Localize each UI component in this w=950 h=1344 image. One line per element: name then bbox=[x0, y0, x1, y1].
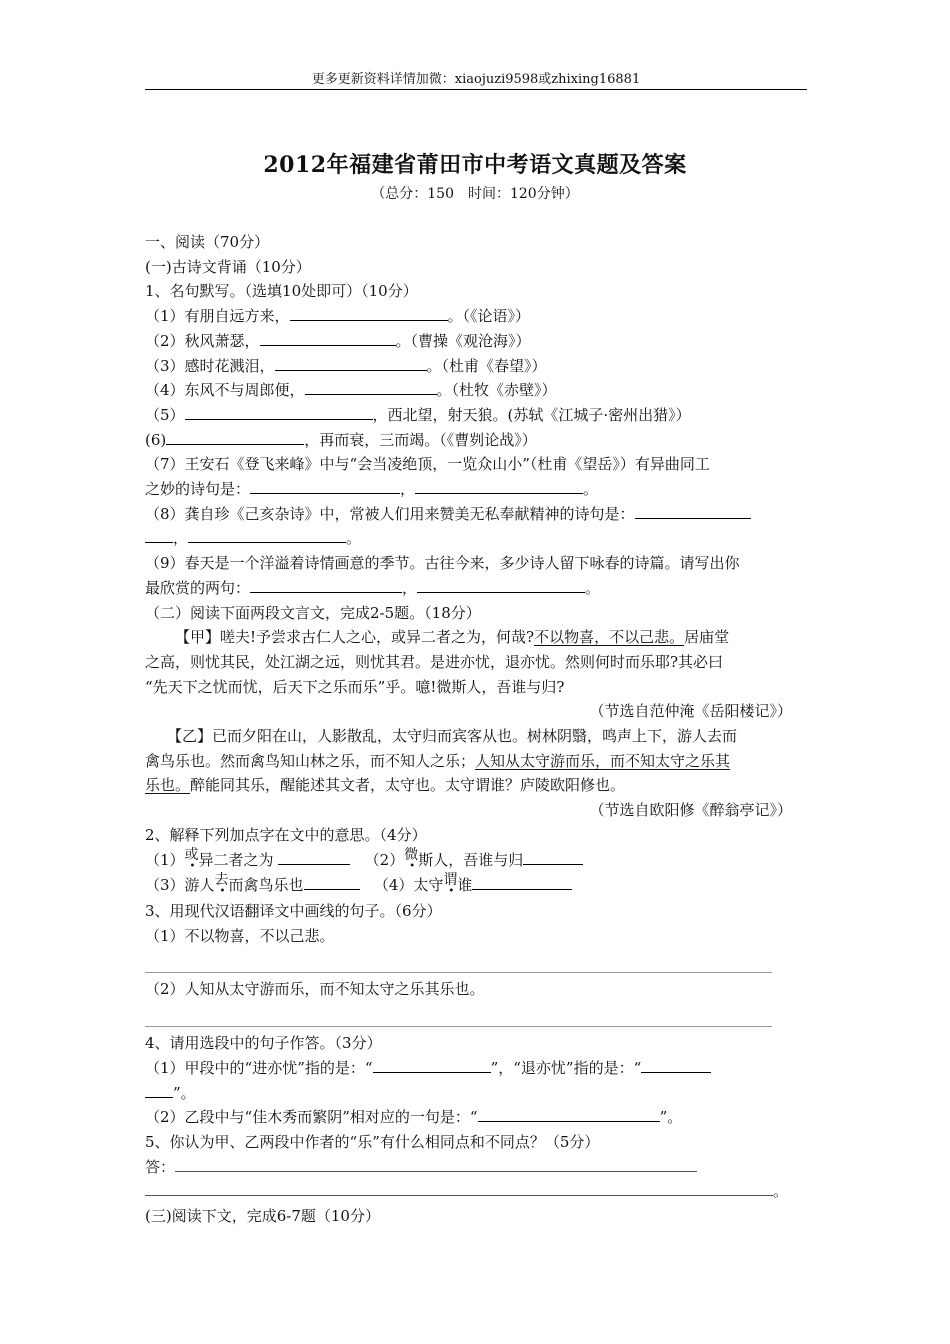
answer-blank[interactable] bbox=[417, 576, 585, 593]
underlined-sentence: 不以物喜，不以己悲。 bbox=[534, 628, 685, 647]
section-heading: （二）阅读下面两段文言文，完成2-5题。（18分） bbox=[145, 603, 481, 622]
answer-blank[interactable] bbox=[373, 1056, 491, 1073]
underlined-sentence: 人知从太守游而乐，而不知太守之乐其 bbox=[475, 751, 731, 770]
q1-item-1: （1）有朋自远方来， 。（《论语》） bbox=[145, 304, 807, 329]
q5-answer-row-2: 。 bbox=[145, 1179, 807, 1204]
q4-item-1: （1）甲段中的“进亦忧”指的是：“ ”，“退亦忧”指的是：“ bbox=[145, 1056, 807, 1081]
q1-item-8-cont: ， 。 bbox=[145, 526, 807, 551]
answer-blank[interactable] bbox=[635, 502, 751, 519]
subsection-heading: (一)古诗文背诵（10分） bbox=[145, 257, 311, 276]
dotted-char: 或 bbox=[184, 846, 199, 863]
passage-a-line-3: “先天下之忧而忧，后天下之乐而乐”乎。噫!微斯人，吾谁与归? bbox=[145, 677, 565, 696]
answer-blank[interactable] bbox=[185, 403, 373, 420]
question-2-stem: 2、解释下列加点字在文中的意思。（4分） bbox=[145, 825, 427, 844]
dotted-char: 去 bbox=[214, 872, 229, 889]
question-1-stem: 1、名句默写。（选填10处即可）（10分） bbox=[145, 282, 418, 301]
q1-item-2: （2）秋风萧瑟， 。（曹操《观沧海》） bbox=[145, 329, 807, 354]
q1-item-5: （5） ，西北望，射天狼。(苏轼《江城子·密州出猎》） bbox=[145, 403, 807, 428]
q4-item-1-cont: ”。 bbox=[145, 1081, 807, 1106]
answer-blank[interactable] bbox=[145, 526, 173, 543]
q1-item-7-cont: 之妙的诗句是： ， 。 bbox=[145, 477, 807, 502]
q3-sentence-1: （1）不以物喜，不以己悲。 bbox=[145, 926, 335, 945]
answer-blank[interactable] bbox=[166, 428, 304, 445]
passage-b-source: （节选自欧阳修《醉翁亭记》） bbox=[589, 801, 792, 820]
q1-item-4: （4）东风不与周郎便， 。（杜牧《赤壁》） bbox=[145, 378, 807, 403]
underlined-sentence: 乐也。 bbox=[145, 776, 191, 795]
passage-b-line-3: 乐也。醉能同其乐，醒能述其文者，太守也。太守谓谁？庐陵欧阳修也。 bbox=[145, 776, 626, 795]
answer-blank[interactable] bbox=[523, 848, 583, 865]
q2-row-1: （1）或异二者之为 （2）微斯人，吾谁与归 bbox=[145, 848, 807, 874]
passage-b-line-2: 禽鸟乐也。然而禽鸟知山林之乐，而不知人之乐；人知从太守游而乐，而不知太守之乐其 bbox=[145, 751, 731, 770]
header-rule bbox=[145, 89, 807, 90]
answer-blank[interactable] bbox=[278, 848, 350, 865]
page-title: 2012年福建省莆田市中考语文真题及答案 bbox=[263, 152, 687, 178]
answer-blank[interactable] bbox=[641, 1056, 711, 1073]
q4-item-2: （2）乙段中与“佳木秀而繁阴”相对应的一句是：“ ”。 bbox=[145, 1105, 807, 1130]
q1-item-6: (6) ，再而衰，三而竭。（《曹刿论战》） bbox=[145, 428, 807, 453]
answer-blank[interactable] bbox=[478, 1105, 660, 1122]
passage-b-line-1: 【乙】已而夕阳在山，人影散乱，太守归而宾客从也。树林阴翳，鸣声上下，游人去而 bbox=[167, 727, 738, 746]
answer-blank[interactable] bbox=[250, 477, 400, 494]
question-4-stem: 4、请用选段中的句子作答。（3分） bbox=[145, 1034, 382, 1053]
answer-blank[interactable] bbox=[175, 1155, 697, 1172]
answer-blank[interactable] bbox=[275, 354, 427, 371]
q1-item-9: （9）春天是一个洋溢着诗情画意的季节。古往今来，多少诗人留下咏春的诗篇。请写出你 bbox=[145, 554, 740, 573]
answer-blank[interactable] bbox=[145, 1179, 773, 1196]
passage-a-line-2: 之高，则忧其民，处江湖之远，则忧其君。是进亦忧，退亦忧。然则何时而乐耶?其必曰 bbox=[145, 652, 724, 671]
exam-info: （总分：150 时间：120分钟） bbox=[371, 186, 579, 202]
answer-blank[interactable] bbox=[304, 873, 360, 890]
passage-a-source: （节选自范仲淹《岳阳楼记》） bbox=[589, 702, 792, 721]
q1-item-3: （3）感时花溅泪， 。（杜甫《春望》） bbox=[145, 354, 807, 379]
answer-blank[interactable] bbox=[305, 378, 437, 395]
answer-blank[interactable] bbox=[290, 304, 448, 321]
q5-answer-row-1: 答： bbox=[145, 1155, 807, 1180]
document-body bbox=[145, 230, 807, 1229]
q1-item-7: （7）王安石《登飞来峰》中与“会当凌绝顶，一览众山小”（杜甫《望岳》）有异曲同工 bbox=[145, 455, 710, 474]
page-header: 更多更新资料详情加微：xiaojuzi9598或zhixing16881 bbox=[311, 72, 641, 87]
answer-blank[interactable] bbox=[250, 576, 402, 593]
q1-item-8: （8）龚自珍《己亥杂诗》中，常被人们用来赞美无私奉献精神的诗句是： bbox=[145, 502, 807, 527]
dotted-char: 微 bbox=[404, 846, 419, 863]
question-3-stem: 3、用现代汉语翻译文中画线的句子。（6分） bbox=[145, 901, 442, 920]
answer-blank[interactable] bbox=[188, 526, 346, 543]
answer-blank[interactable] bbox=[472, 873, 572, 890]
q1-item-9-cont: 最欣赏的两句： ， 。 bbox=[145, 576, 807, 601]
answer-line[interactable] bbox=[145, 948, 772, 973]
passage-a-line-1: 【甲】嗟夫!予尝求古仁人之心，或异二者之为，何哉?不以物喜，不以己悲。居庙堂 bbox=[175, 628, 730, 647]
answer-blank[interactable] bbox=[260, 329, 396, 346]
answer-blank[interactable] bbox=[145, 1081, 173, 1098]
section-heading: 一、阅读（70分） bbox=[145, 233, 270, 251]
answer-line[interactable] bbox=[145, 1002, 772, 1027]
answer-blank[interactable] bbox=[415, 477, 583, 494]
question-5-stem: 5、你认为甲、乙两段中作者的“乐”有什么相同点和不同点？（5分） bbox=[145, 1132, 600, 1151]
dotted-char: 谓 bbox=[443, 872, 458, 889]
section-heading: (三)阅读下文，完成6-7题（10分） bbox=[145, 1207, 380, 1226]
q2-row-2: （3）游人去而禽鸟乐也 （4）太守谓谁 bbox=[145, 873, 807, 899]
q3-sentence-2: （2）人知从太守游而乐，而不知太守之乐其乐也。 bbox=[145, 980, 485, 999]
